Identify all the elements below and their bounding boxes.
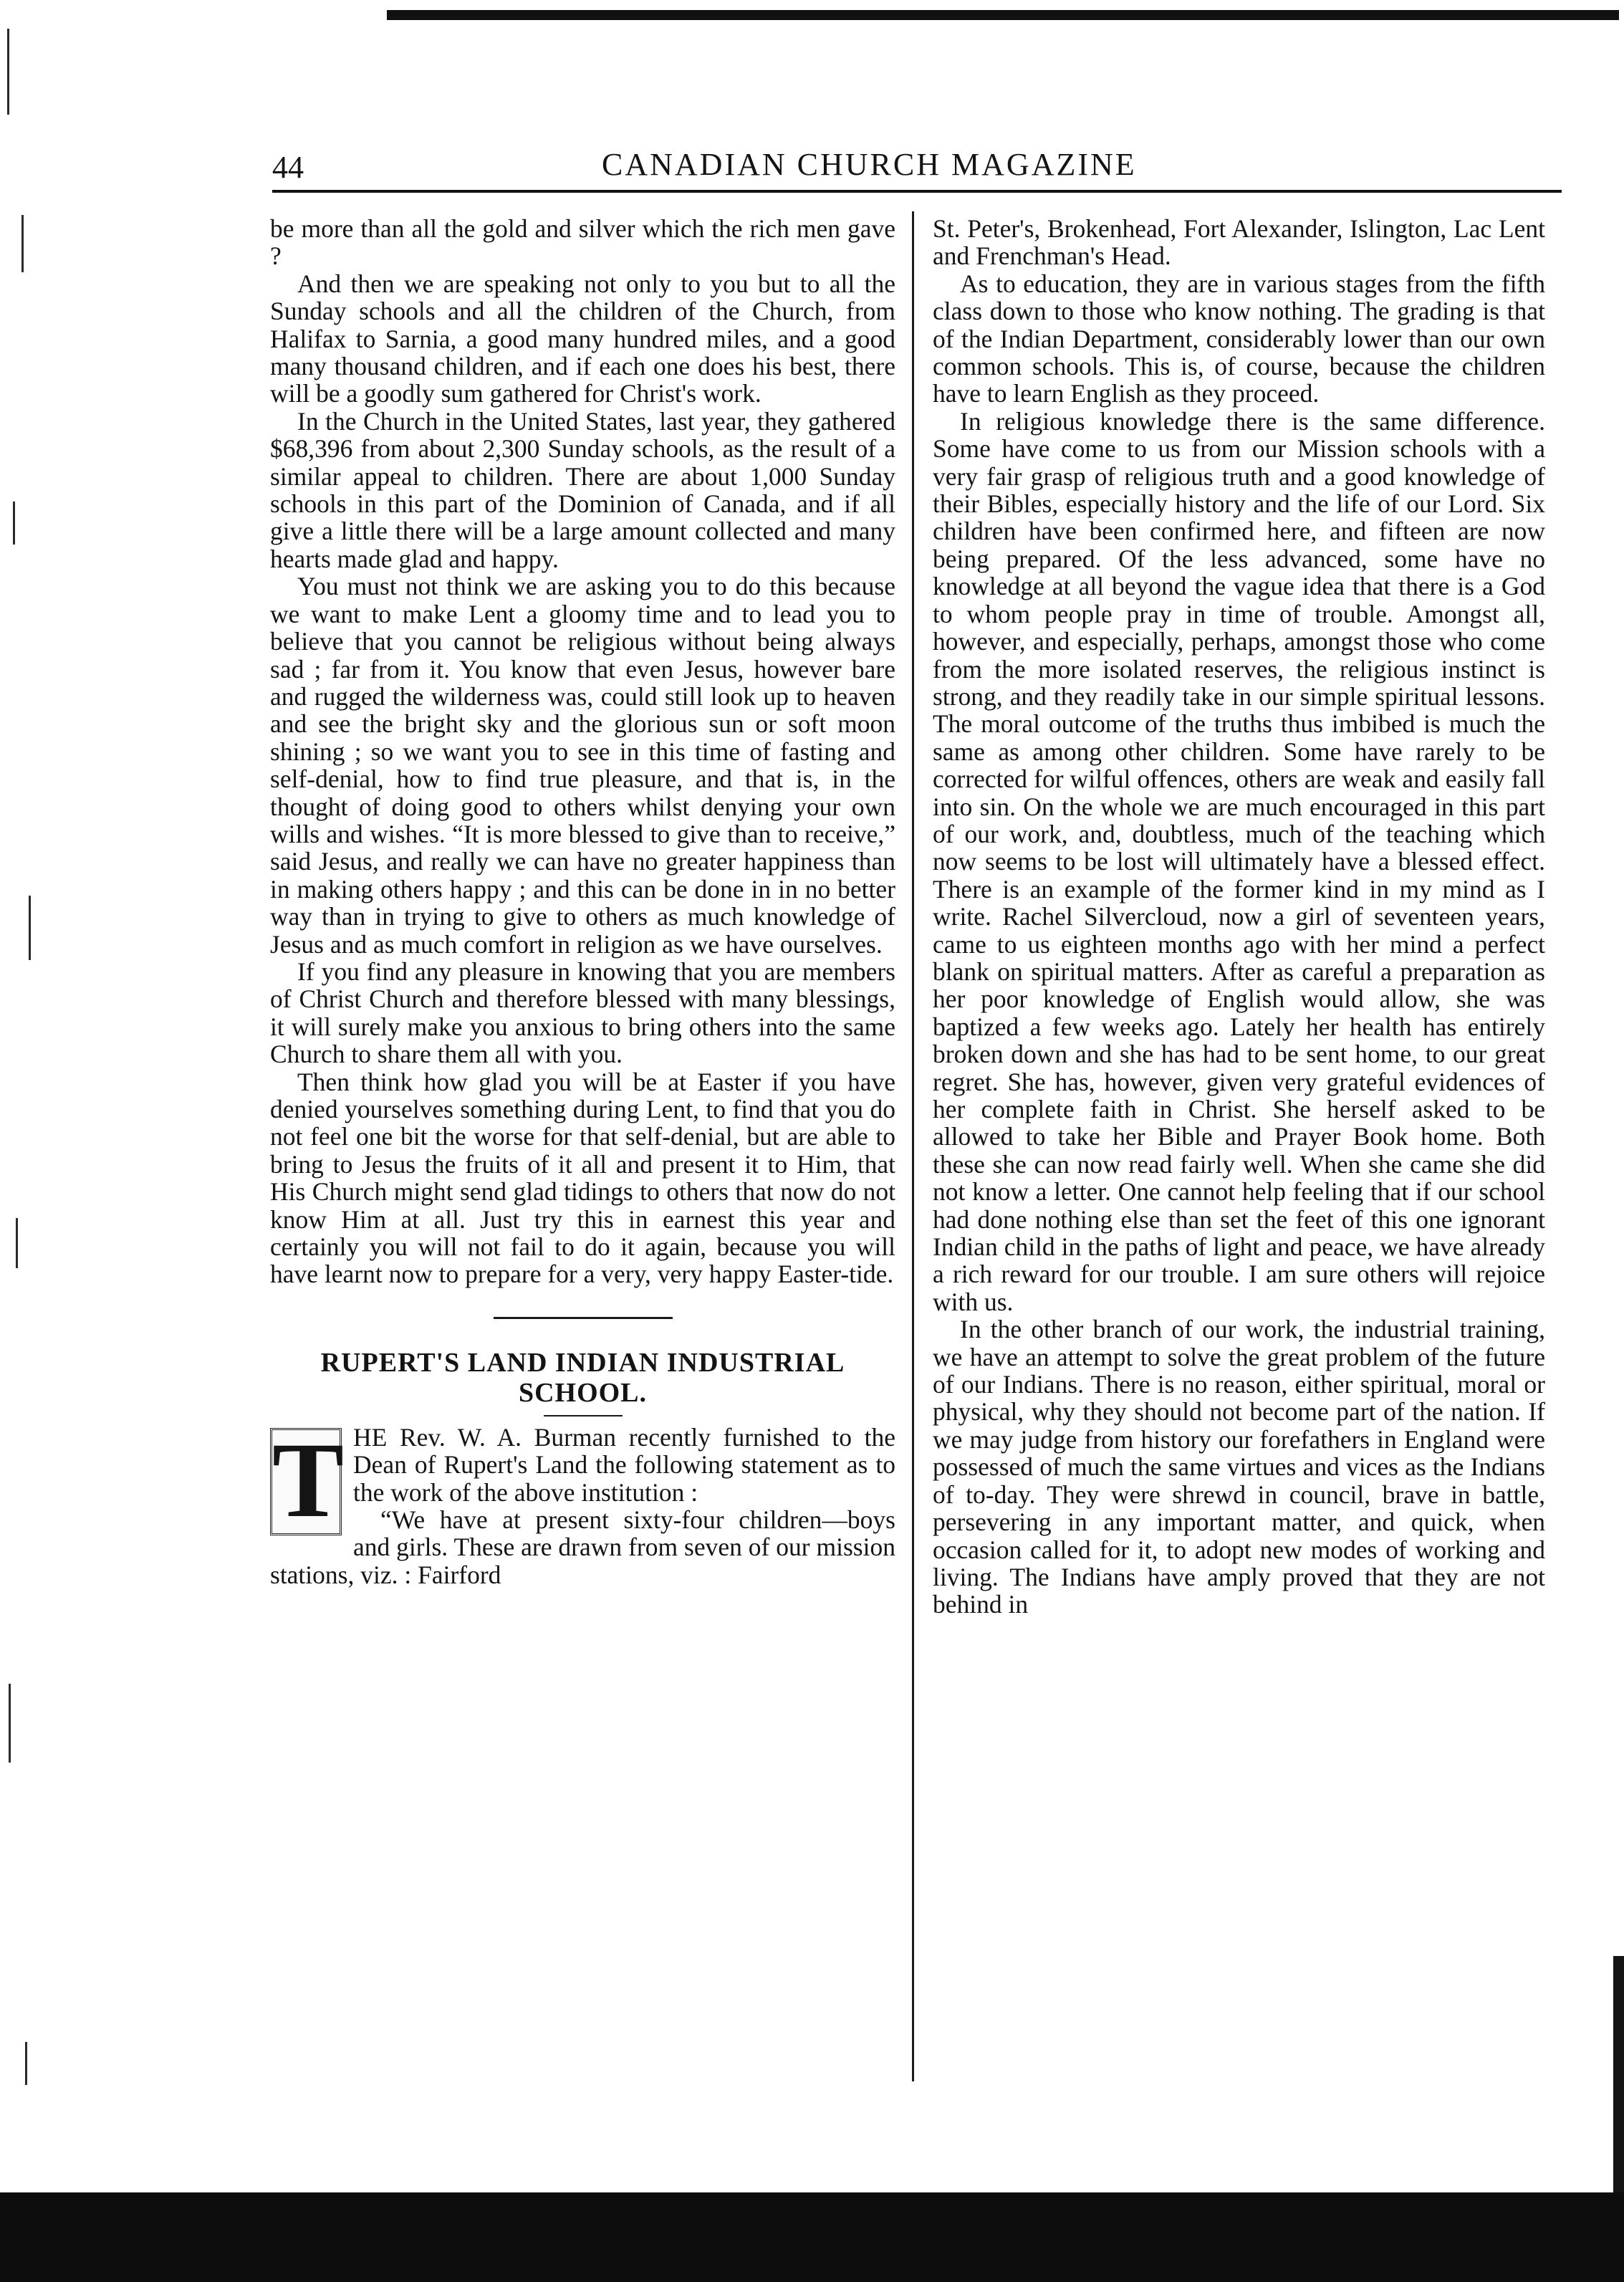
title-underline-rule — [544, 1415, 623, 1416]
right-column — [933, 215, 1545, 1619]
top-border-rule — [387, 10, 1619, 20]
running-title: CANADIAN CHURCH MAGAZINE — [602, 147, 1137, 182]
decorative-dropcap: T — [270, 1428, 342, 1535]
article-opening — [270, 1420, 895, 1589]
paragraph: As to education, they are in various stages from the fifth class down to those who know nothing. The grading is that of the Indian Department, considerably lower than our own common schools. This is, of course, because the children have to learn English as they proceed. — [933, 269, 1545, 408]
page-number: 44 — [272, 150, 304, 185]
bottom-scan-band — [0, 2192, 1624, 2282]
page-header — [272, 149, 1562, 192]
paragraph: St. Peter's, Brokenhead, Fort Alexander, Islington, Lac Lent and Frenchman's Head. — [933, 214, 1545, 271]
section-divider — [494, 1317, 673, 1319]
section-title-line-2: SCHOOL. — [518, 1377, 648, 1408]
right-edge-shadow — [1613, 1956, 1624, 2192]
paragraph: “We have at present sixty-four children—boys and girls. These are drawn from seven of our mission stations, viz. : Fairford — [270, 1505, 895, 1589]
paragraph: be more than all the gold and silver which the rich men gave ? — [270, 214, 895, 271]
section-title-line-1: RUPERT'S LAND INDIAN INDUSTRIAL — [320, 1347, 845, 1378]
header-rule — [272, 190, 1562, 193]
paragraph: In religious knowledge there is the same difference. Some have come to us from our Mission schools with a very fair grasp of religious truth and a good knowledge of their Bibles, especially history and the life of our Lord. Six children have been confirmed here, and fifteen are now being prepared. Of the less advanced, some have no knowledge at all beyond the vague idea that there is a God to whom people pray in time of trouble. Amongst all, however, and especially, perhaps, amongst those who come from the more isolated reserves, the religious instinct is strong, and they readily take in our simple spiritual lessons. The moral outcome of the truths thus imbibed is much the same as among other children. Some have rarely to be corrected for wilful offences, others are weak and easily fall into sin. On the whole we are much encouraged in this part of our work, and, doubtless, much of the teaching which now seems to be lost will ultimately have a blessed effect. There is an example of the former kind in my mind as I write. Rachel Silvercloud, now a girl of seventeen years, came to us eighteen months ago with her mind a perfect blank on spiritual matters. After as careful a preparation as her poor knowledge of English would allow, she was baptized a few weeks ago. Lately her health has entirely broken down and she has had to be sent home, to our great regret. She has, however, given very grateful evidences of her complete faith in Christ. She herself asked to be allowed to take her Bible and Prayer Book home. Both these she can now read fairly well. When she came she did not know a letter. One cannot help feeling that if our school had done nothing else than set the feet of this one ignorant Indian child in the paths of light and peace, we have already a rich reward for our trouble. I am sure others will rejoice with us. — [933, 406, 1545, 1316]
paragraph: And then we are speaking not only to you but to all the Sunday schools and all the children of the Church, from Halifax to Sarnia, a good many hundred miles, and a good many thousand children, and if each one does his best, there will be a goodly sum gathered for Christ's work. — [270, 269, 895, 408]
paragraph: You must not think we are asking you to do this because we want to make Lent a gloomy time and to lead you to believe that you cannot be religious without being always sad ; far from it. You know that even Jesus, however bare and rugged the wilderness was, could still look up to heaven and see the bright sky and the glorious sun or soft moon shining ; so we want you to see in this time of fasting and self-denial, how to find true pleasure, and that is, in the thought of doing good to others whilst denying your own wills and wishes. “It is more blessed to give than to receive,” said Jesus, and really we can have no greater happiness than in making others happy ; and this can be done in in no better way than in trying to give to others as much knowledge of Jesus and as much comfort in religion as we have ourselves. — [270, 572, 895, 959]
paragraph: In the other branch of our work, the industrial training, we have an attempt to solve the great problem of the future of our Indians. There is no reason, either spiritual, moral or physical, why they should not become part of the nation. If we may judge from history our forefathers in England were possessed of much the same virtues and vices as the Indians of to-day. They were shrewd in council, brave in battle, persevering in any important matter, and quick, when occasion called for it, to adopt new modes of working and living. The Indians have amply proved that they are not behind in — [933, 1315, 1545, 1619]
left-column — [270, 215, 895, 1588]
left-edge-binding-marks — [0, 0, 57, 2192]
paragraph: Then think how glad you will be at Easter if you have denied yourselves something during Lent, to find that you do not feel one bit the worse for that self-denial, but are able to bring to Jesus the fruits of it all and present it to Him, that His Church might send glad tidings to others that now do not know Him at all. Just try this in earnest this year and certainly you will not fail to do it again, because you will have learnt now to prepare for a very, very happy Easter-tide. — [270, 1067, 895, 1289]
column-divider — [912, 211, 914, 2081]
paragraph: If you find any pleasure in knowing that you are members of Christ Church and therefore blessed with many blessings, it will surely make you anxious to bring others into the same Church to share them all with you. — [270, 957, 895, 1069]
section-title — [270, 1348, 895, 1408]
paragraph: HE Rev. W. A. Burman recently furnished to the Dean of Rupert's Land the following statement as to the work of the above institution : — [353, 1422, 895, 1507]
paragraph: In the Church in the United States, last year, they gathered $68,396 from about 2,300 Sunday schools, as the result of a similar appeal to children. There are about 1,000 Sunday schools in this part of the Dominion of Canada, and if all give a little there will be a large amount collected and many hearts made glad and happy. — [270, 406, 895, 573]
